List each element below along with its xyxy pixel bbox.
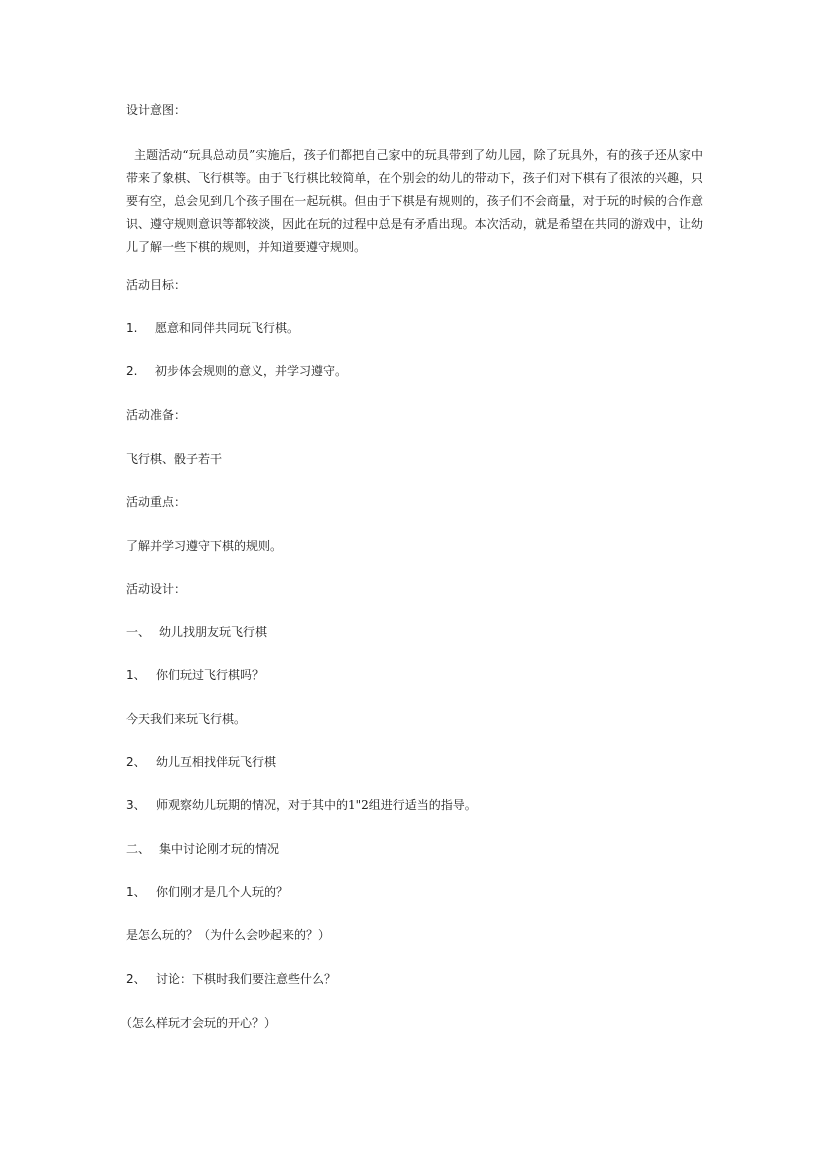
s2-item-2-cont — [120, 1016, 276, 1030]
section-number: 一、 — [126, 625, 151, 639]
section-2-heading — [126, 842, 279, 856]
item-number: 2、 — [126, 755, 146, 769]
goal-number: 1. — [126, 321, 138, 335]
item-number: 3、 — [126, 798, 146, 812]
s1-item-1 — [126, 668, 264, 682]
item-number: 2、 — [126, 972, 146, 986]
s1-item-3 — [126, 798, 477, 812]
item-text: 你们刚才是几个人玩的？ — [156, 885, 289, 899]
goal-number: 2. — [126, 364, 138, 378]
s2-item-1 — [126, 885, 288, 899]
goal-item-2 — [126, 364, 347, 378]
section-number: 二、 — [126, 842, 151, 856]
item-text: 幼儿互相找伴玩飞行棋 — [156, 755, 277, 769]
item-text: 今天我们来玩飞行棋。 — [126, 712, 247, 726]
heading-goals: 活动目标： — [126, 278, 187, 292]
s2-item-2 — [126, 972, 336, 986]
item-text: 是怎么玩的？（为什么会吵起来的？） — [126, 928, 331, 942]
item-text: 师观察幼儿玩期的情况，对于其中的1"2组进行适当的指导。 — [156, 798, 477, 812]
goal-text: 初步体会规则的意义，并学习遵守。 — [155, 364, 348, 378]
heading-focus: 活动重点： — [126, 495, 187, 509]
item-text: 讨论：下棋时我们要注意些什么？ — [156, 972, 337, 986]
item-text: 你们玩过飞行棋吗？ — [156, 668, 265, 682]
s2-item-1-cont — [126, 928, 330, 942]
section-title: 幼儿找朋友玩飞行棋 — [159, 625, 268, 639]
s1-item-1-cont — [126, 712, 246, 726]
item-number: 1、 — [126, 885, 146, 899]
s1-item-2 — [126, 755, 276, 769]
goal-item-1 — [126, 321, 299, 335]
heading-design-intent: 设计意图： — [126, 103, 187, 117]
prep-text: 飞行棋、骰子若干 — [126, 452, 223, 466]
section-title: 集中讨论刚才玩的情况 — [159, 842, 280, 856]
focus-text: 了解并学习遵守下棋的规则。 — [126, 539, 283, 553]
item-number: 1、 — [126, 668, 146, 682]
heading-prep: 活动准备： — [126, 408, 187, 422]
heading-design: 活动设计： — [126, 582, 187, 596]
item-text: （怎么样玩才会玩的开心？） — [120, 1016, 277, 1030]
goal-text: 愿意和同伴共同玩飞行棋。 — [155, 321, 300, 335]
section-1-heading — [126, 625, 267, 639]
intro-paragraph: 主题活动“玩具总动员”实施后，孩子们都把自己家中的玩具带到了幼儿园，除了玩具外，有的孩子还从家中带来了象棋、飞行棋等。由于飞行棋比较简单，在个别会的幼儿的带动下，孩子们对下棋有了很浓的兴趣，只要有空，总会见到几个孩子围在一起玩棋。但由于下棋是有规则的，孩子们不会商量，对于玩的时候的合作意识、遵守规则意识等都较淡，因此在玩的过程中总是有矛盾出现。本次活动，就是希望在共同的游戏中，让幼儿了解一些下棋的规则，并知道要遵守规则。 — [126, 148, 703, 254]
